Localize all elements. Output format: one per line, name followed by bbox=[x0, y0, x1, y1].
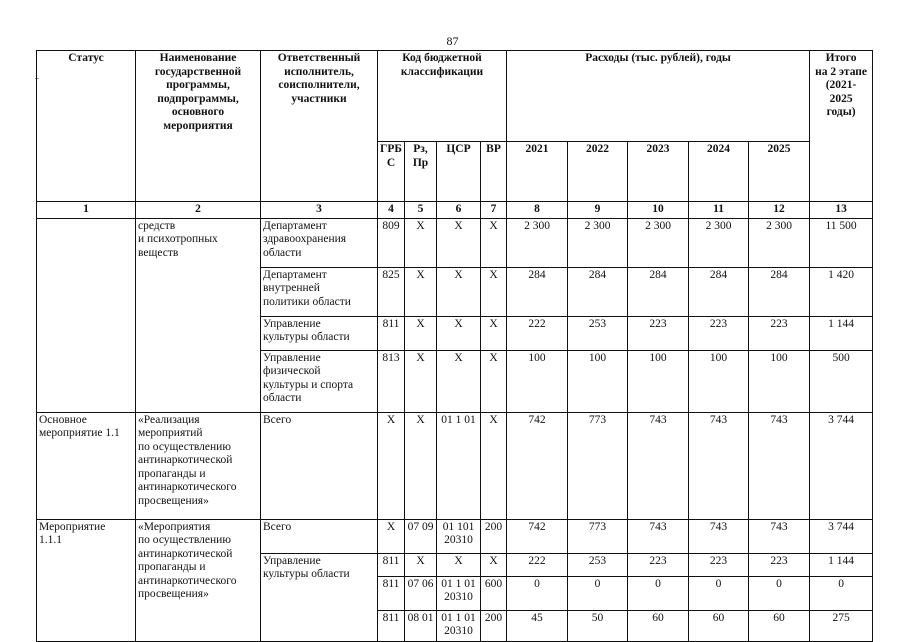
rzpr-cell: X bbox=[405, 316, 437, 350]
rzpr-cell: X bbox=[405, 267, 437, 316]
csr-cell: 01 1 01 20310 bbox=[437, 610, 481, 641]
column-number: 7 bbox=[481, 202, 507, 219]
rzpr-cell: X bbox=[405, 553, 437, 576]
vr-cell: X bbox=[481, 267, 507, 316]
vr-cell: X bbox=[481, 316, 507, 350]
column-number: 11 bbox=[689, 202, 749, 219]
value-2024-cell: 0 bbox=[689, 576, 749, 610]
value-2022-cell: 0 bbox=[568, 576, 628, 610]
csr-cell: 01 1 01 20310 bbox=[437, 576, 481, 610]
vr-cell: 200 bbox=[481, 519, 507, 553]
grbs-cell: 811 bbox=[378, 576, 405, 610]
value-2023-cell: 743 bbox=[628, 412, 689, 519]
budget-table bbox=[36, 50, 873, 642]
value-2022-cell: 253 bbox=[568, 553, 628, 576]
page-number: 87 bbox=[446, 34, 459, 48]
csr-cell: X bbox=[437, 316, 481, 350]
value-2025-cell: 743 bbox=[749, 412, 810, 519]
total-cell: 3 744 bbox=[810, 519, 873, 553]
value-2024-cell: 60 bbox=[689, 610, 749, 641]
value-2022-cell: 284 bbox=[568, 267, 628, 316]
value-2024-cell: 100 bbox=[689, 350, 749, 412]
name-cell: «Мероприятия по осуществлению антинаркотической пропаганды и антинаркотического просвещения» bbox=[136, 519, 261, 641]
name-cell: «Реализация мероприятий по осуществлению антинаркотической пропаганды и антинаркотического просвещения» bbox=[136, 412, 261, 519]
value-2021-cell: 222 bbox=[507, 553, 568, 576]
header-status: Статус bbox=[37, 51, 136, 202]
value-2022-cell: 773 bbox=[568, 519, 628, 553]
column-numbers-row bbox=[37, 202, 873, 219]
header-rzpr: Рз, Пр bbox=[405, 142, 437, 202]
header-year-2022: 2022 bbox=[568, 142, 628, 202]
header-grbs: ГРБ С bbox=[378, 142, 405, 202]
header-year-2025: 2025 bbox=[749, 142, 810, 202]
vr-cell: 600 bbox=[481, 576, 507, 610]
total-cell: 1 144 bbox=[810, 553, 873, 576]
total-cell: 11 500 bbox=[810, 218, 873, 267]
csr-cell: X bbox=[437, 218, 481, 267]
vr-cell: X bbox=[481, 553, 507, 576]
header-total: Итого на 2 этапе (2021- 2025 годы) bbox=[810, 51, 873, 202]
value-2025-cell: 743 bbox=[749, 519, 810, 553]
rzpr-cell: X bbox=[405, 218, 437, 267]
header-year-2024: 2024 bbox=[689, 142, 749, 202]
value-2021-cell: 222 bbox=[507, 316, 568, 350]
column-number: 13 bbox=[810, 202, 873, 219]
value-2021-cell: 0 bbox=[507, 576, 568, 610]
rzpr-cell: 07 06 bbox=[405, 576, 437, 610]
value-2023-cell: 0 bbox=[628, 576, 689, 610]
column-number: 12 bbox=[749, 202, 810, 219]
vr-cell: X bbox=[481, 412, 507, 519]
value-2022-cell: 773 bbox=[568, 412, 628, 519]
value-2022-cell: 2 300 bbox=[568, 218, 628, 267]
header-executor: Ответственный исполнитель, соисполнители, участники bbox=[261, 51, 378, 202]
value-2022-cell: 50 bbox=[568, 610, 628, 641]
executor-cell: Всего bbox=[261, 519, 378, 553]
grbs-cell: 811 bbox=[378, 316, 405, 350]
grbs-cell: 811 bbox=[378, 553, 405, 576]
column-number: 1 bbox=[37, 202, 136, 219]
value-2023-cell: 100 bbox=[628, 350, 689, 412]
grbs-cell: 809 bbox=[378, 218, 405, 267]
csr-cell: X bbox=[437, 553, 481, 576]
value-2025-cell: 2 300 bbox=[749, 218, 810, 267]
column-number: 6 bbox=[437, 202, 481, 219]
value-2024-cell: 223 bbox=[689, 553, 749, 576]
vr-cell: 200 bbox=[481, 610, 507, 641]
status-cell: Основное мероприятие 1.1 bbox=[37, 412, 136, 519]
total-cell: 275 bbox=[810, 610, 873, 641]
executor-cell: Департамент здравоохранения области bbox=[261, 218, 378, 267]
value-2023-cell: 2 300 bbox=[628, 218, 689, 267]
table-row bbox=[37, 412, 873, 519]
value-2024-cell: 284 bbox=[689, 267, 749, 316]
rzpr-cell: X bbox=[405, 412, 437, 519]
csr-cell: X bbox=[437, 267, 481, 316]
column-number: 5 bbox=[405, 202, 437, 219]
grbs-cell: X bbox=[378, 519, 405, 553]
grbs-cell: 813 bbox=[378, 350, 405, 412]
value-2025-cell: 223 bbox=[749, 553, 810, 576]
value-2023-cell: 223 bbox=[628, 316, 689, 350]
value-2021-cell: 742 bbox=[507, 519, 568, 553]
column-number: 8 bbox=[507, 202, 568, 219]
table-row bbox=[37, 519, 873, 553]
csr-cell: 01 101 20310 bbox=[437, 519, 481, 553]
header-expenses: Расходы (тыс. рублей), годы bbox=[507, 51, 810, 142]
header-budget-code: Код бюджетной классификации bbox=[378, 51, 507, 142]
grbs-cell: X bbox=[378, 412, 405, 519]
rzpr-cell: X bbox=[405, 350, 437, 412]
status-cell: Мероприятие 1.1.1 bbox=[37, 519, 136, 641]
value-2021-cell: 2 300 bbox=[507, 218, 568, 267]
value-2021-cell: 100 bbox=[507, 350, 568, 412]
value-2024-cell: 223 bbox=[689, 316, 749, 350]
vr-cell: X bbox=[481, 350, 507, 412]
executor-cell: Управление физической культуры и спорта области bbox=[261, 350, 378, 412]
status-cell bbox=[37, 218, 136, 412]
rzpr-cell: 07 09 bbox=[405, 519, 437, 553]
csr-cell: X bbox=[437, 350, 481, 412]
header-year-2023: 2023 bbox=[628, 142, 689, 202]
csr-cell: 01 1 01 bbox=[437, 412, 481, 519]
value-2024-cell: 2 300 bbox=[689, 218, 749, 267]
value-2022-cell: 100 bbox=[568, 350, 628, 412]
value-2025-cell: 223 bbox=[749, 316, 810, 350]
header-csr: ЦСР bbox=[437, 142, 481, 202]
executor-cell: Департамент внутренней политики области bbox=[261, 267, 378, 316]
column-number: 3 bbox=[261, 202, 378, 219]
total-cell: 3 744 bbox=[810, 412, 873, 519]
rzpr-cell: 08 01 bbox=[405, 610, 437, 641]
executor-cell: Управление культуры области bbox=[261, 316, 378, 350]
total-cell: 500 bbox=[810, 350, 873, 412]
value-2025-cell: 100 bbox=[749, 350, 810, 412]
table-row bbox=[37, 218, 873, 267]
value-2021-cell: 45 bbox=[507, 610, 568, 641]
value-2023-cell: 743 bbox=[628, 519, 689, 553]
column-number: 4 bbox=[378, 202, 405, 219]
grbs-cell: 811 bbox=[378, 610, 405, 641]
value-2021-cell: 284 bbox=[507, 267, 568, 316]
total-cell: 1 420 bbox=[810, 267, 873, 316]
header-name: Наименование государственной программы, подпрограммы, основного мероприятия bbox=[136, 51, 261, 202]
value-2024-cell: 743 bbox=[689, 412, 749, 519]
name-cell: средств и психотропных веществ bbox=[136, 218, 261, 412]
value-2023-cell: 284 bbox=[628, 267, 689, 316]
value-2023-cell: 223 bbox=[628, 553, 689, 576]
executor-cell: Управление культуры области bbox=[261, 553, 378, 641]
grbs-cell: 825 bbox=[378, 267, 405, 316]
header-vr: ВР bbox=[481, 142, 507, 202]
header-year-2021: 2021 bbox=[507, 142, 568, 202]
value-2022-cell: 253 bbox=[568, 316, 628, 350]
column-number: 9 bbox=[568, 202, 628, 219]
value-2023-cell: 60 bbox=[628, 610, 689, 641]
column-number: 10 bbox=[628, 202, 689, 219]
vr-cell: X bbox=[481, 218, 507, 267]
value-2025-cell: 60 bbox=[749, 610, 810, 641]
total-cell: 1 144 bbox=[810, 316, 873, 350]
value-2025-cell: 284 bbox=[749, 267, 810, 316]
value-2025-cell: 0 bbox=[749, 576, 810, 610]
value-2024-cell: 743 bbox=[689, 519, 749, 553]
value-2021-cell: 742 bbox=[507, 412, 568, 519]
column-number: 2 bbox=[136, 202, 261, 219]
executor-cell: Всего bbox=[261, 412, 378, 519]
total-cell: 0 bbox=[810, 576, 873, 610]
